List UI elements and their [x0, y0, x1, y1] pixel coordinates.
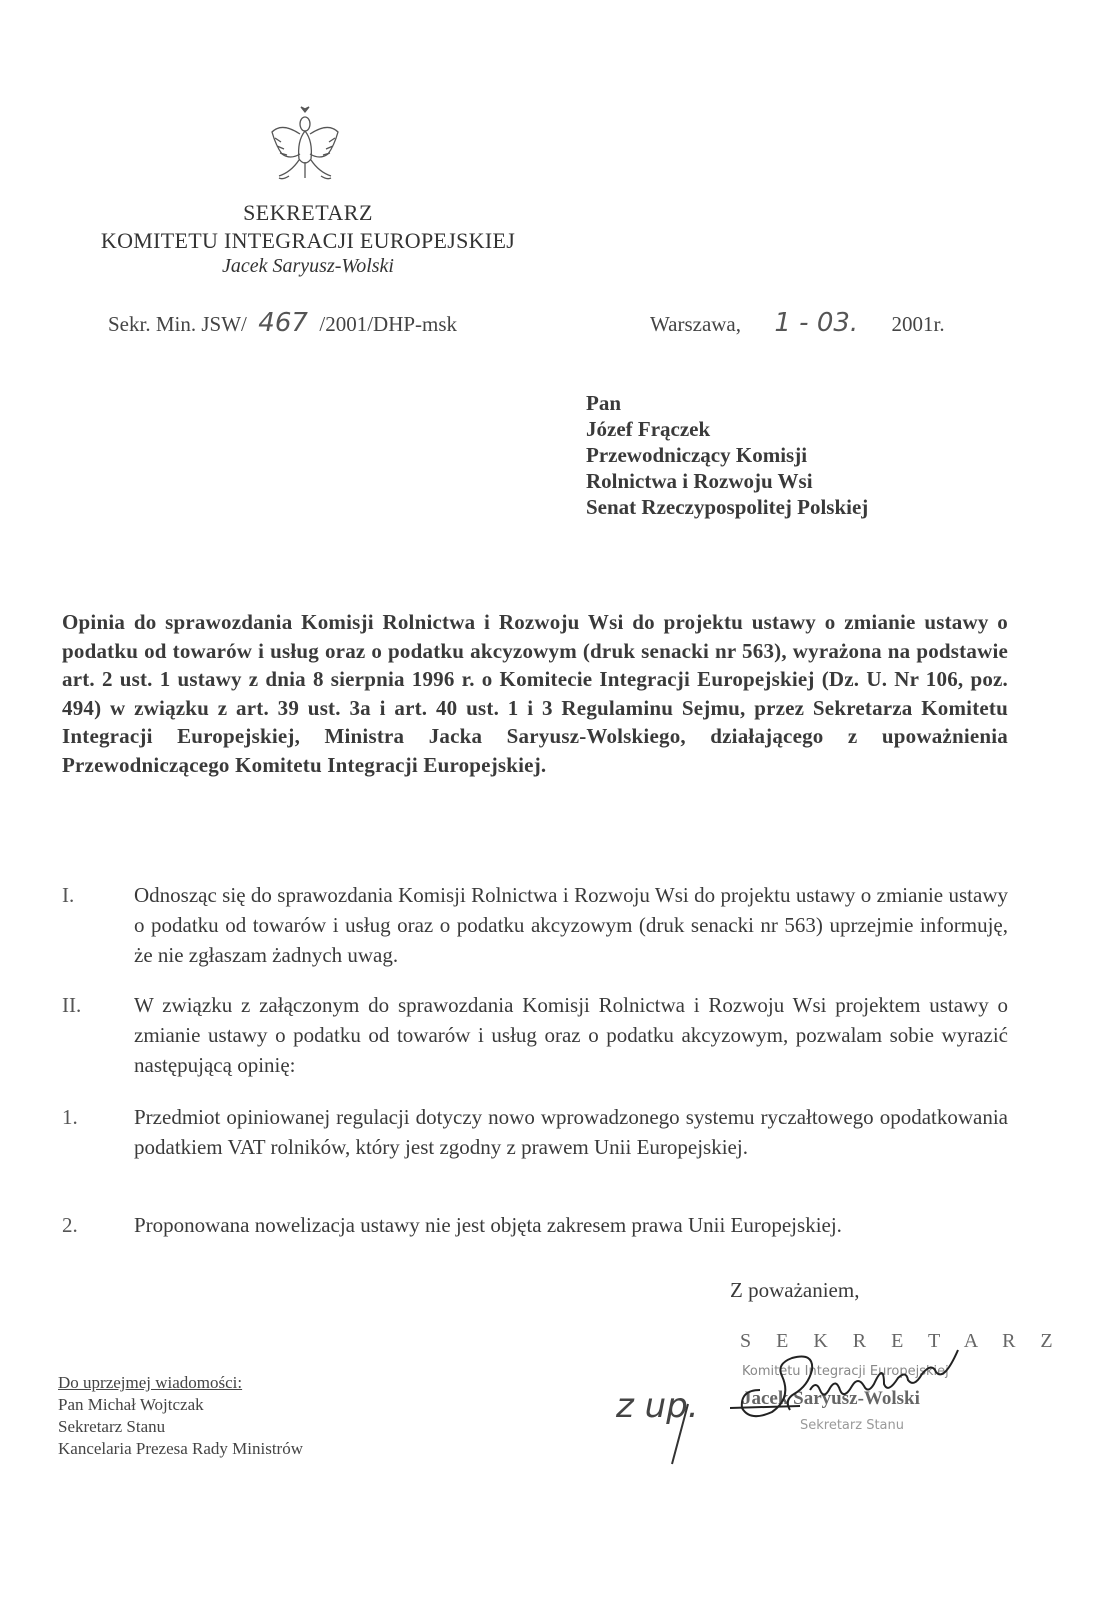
addressee-line: Senat Rzeczypospolitej Polskiej: [586, 495, 869, 519]
item-number: I.: [62, 883, 75, 907]
reference-handwritten-number: 467: [258, 308, 308, 338]
pen-stroke-icon: [666, 1398, 696, 1468]
addressee-block: [586, 390, 868, 520]
item-text: W związku z załączonym do sprawozdania Komisji Rolnictwa i Rozwoju Wsi projektem ustawy o zmianie ustawy o podatku od towarów i usług oraz o podatku akcyzowym, pozwalam sobie wyrazić następującą opinię:: [134, 993, 1008, 1077]
item-text: Przedmiot opiniowanej regulacji dotyczy nowo wprowadzonego systemu ryczałtowego opodatkowania podatkiem VAT rolników, który jest zgodny z prawem Unii Europejskiej.: [134, 1105, 1008, 1159]
handwritten-date: 1 - 03.: [774, 308, 859, 338]
addressee-line: Józef Frączek: [586, 417, 711, 441]
cc-line: Kancelaria Prezesa Rady Ministrów: [58, 1439, 303, 1458]
place: Warszawa,: [650, 312, 742, 336]
addressee-line: Przewodniczący Komisji: [586, 443, 808, 467]
place-and-date: [650, 308, 945, 338]
cc-heading: Do uprzejmej wiadomości:: [58, 1373, 243, 1392]
opinion-heading: Opinia do sprawozdania Komisji Rolnictwa i Rozwoju Wsi do projektu ustawy o zmianie ustawy o podatku od towarów i usług oraz o podatku akcyzowym (druk senacki nr 563), wyrażona na podstawie art. 2 ust. 1 ustawy z dnia 8 sierpnia 1996 r. o Komitecie Integracji Europejskiej (Dz. U. Nr 106, poz. 494) w związku z art. 39 ust. 3a i art. 40 ust. 1 i 3 Regulaminu Sejmu, przez Sekretarza Komitetu Integracji Europejskiej, Ministra Jacka Saryusz-Wolskiego, działającego z upoważnienia Przewodniczącego Komitetu Integracji Europejskiej.: [62, 610, 1008, 777]
addressee-line: Rolnictwa i Rozwoju Wsi: [586, 469, 813, 493]
item-text: Proponowana nowelizacja ustawy nie jest objęta zakresem prawa Unii Europejskiej.: [134, 1213, 842, 1237]
year: 2001r.: [891, 312, 945, 336]
reference-suffix: /2001/DHP-msk: [319, 312, 458, 336]
list-item: [62, 880, 1008, 970]
letterhead-committee: KOMITETU INTEGRACJI EUROPEJSKIEJ: [100, 228, 516, 253]
item-number: 2.: [62, 1213, 78, 1237]
list-item: [62, 990, 1008, 1080]
handwritten-signature-icon: [730, 1330, 1030, 1450]
stamp-committee: Komitetu Integracji Europejskiej: [742, 1364, 949, 1379]
polish-eagle-emblem-icon: [265, 104, 345, 188]
cc-line: Sekretarz Stanu: [58, 1417, 166, 1436]
stamp-name: Jacek Saryusz-Wolski: [742, 1388, 920, 1409]
stamp-title: S E K R E T A R Z: [740, 1330, 1063, 1352]
item-text: Odnosząc się do sprawozdania Komisji Rolnictwa i Rozwoju Wsi do projektu ustawy o zmianie ustawy o podatku od towarów i usług oraz o podatku akcyzowym (druk senacki nr 563) uprzejmie informuję, że nie zgłaszam żadnych uwag.: [134, 883, 1008, 967]
letterhead-name: Jacek Saryusz-Wolski: [222, 255, 394, 277]
addressee-line: Pan: [586, 391, 622, 415]
letterhead-title: SEKRETARZ: [243, 200, 373, 225]
cc-block: [58, 1372, 303, 1460]
reference-prefix: Sekr. Min. JSW/: [108, 312, 247, 336]
reference-number: [108, 308, 457, 338]
list-item: [62, 1102, 1008, 1162]
item-number: II.: [62, 993, 82, 1017]
stamp-position: Sekretarz Stanu: [800, 1418, 904, 1433]
signature-stamp: [740, 1330, 1063, 1480]
list-item: [62, 1210, 1008, 1240]
closing-salutation: Z poważaniem,: [730, 1278, 860, 1302]
handwritten-on-behalf-note: z up.: [616, 1378, 726, 1468]
cc-line: Pan Michał Wojtczak: [58, 1395, 204, 1414]
item-number: 1.: [62, 1105, 78, 1129]
